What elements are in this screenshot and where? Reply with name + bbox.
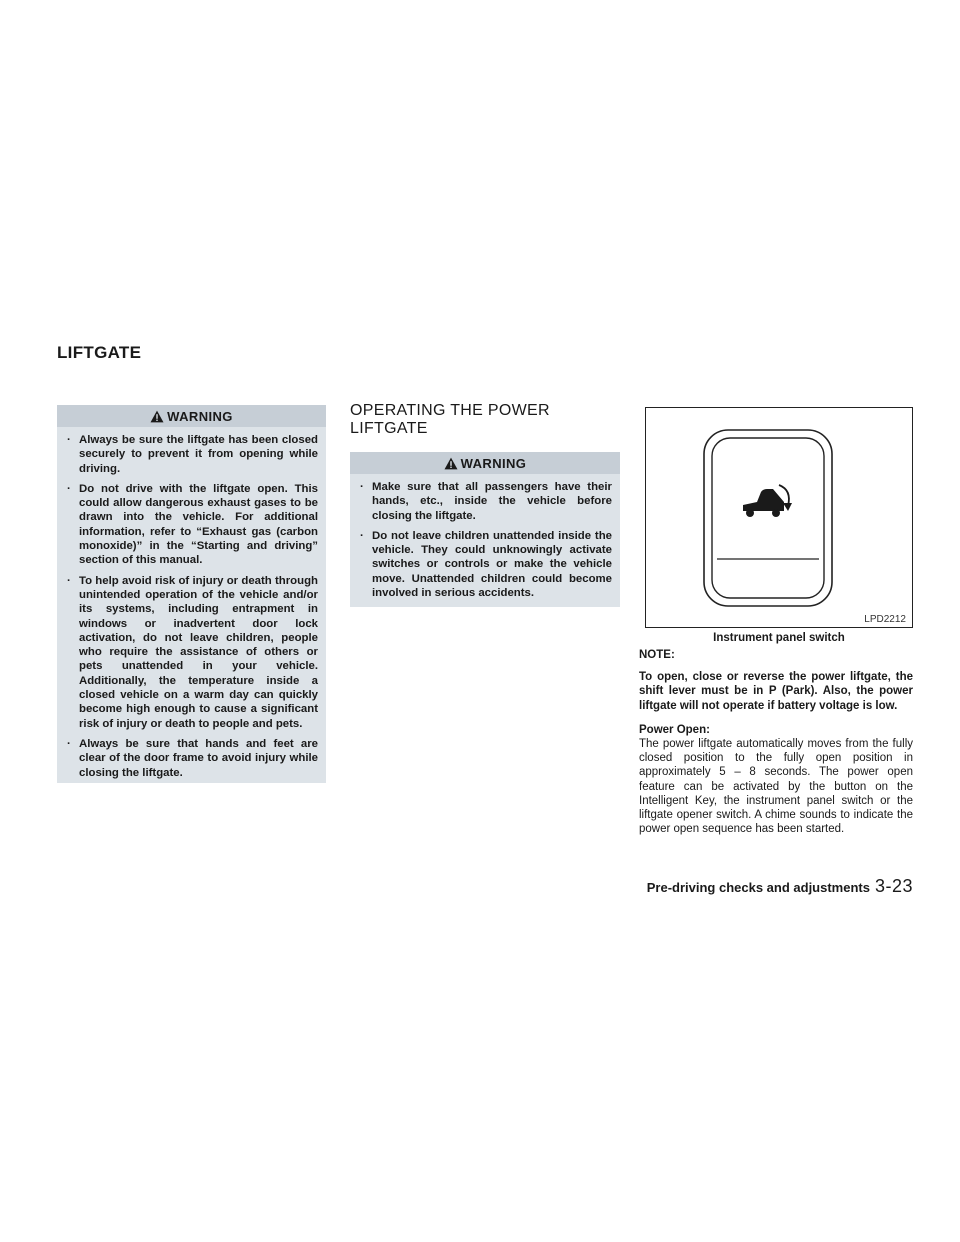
- warning-triangle-icon: [150, 410, 164, 423]
- warning-header: [57, 405, 326, 427]
- power-open-heading: Power Open:: [639, 723, 710, 736]
- warning-label: WARNING: [460, 455, 527, 471]
- operating-heading: OPERATING THE POWER LIFTGATE: [350, 402, 550, 437]
- section-title: LIFTGATE: [57, 343, 142, 362]
- warning-box-middle: [350, 452, 620, 607]
- page-number: 3-23: [874, 876, 913, 896]
- warning-item: · Do not drive with the liftgate open. This could allow dangerous exhaust gases to be drawn into the vehicle. For additional information, refer to “Exhaust gas (carbon monoxide)” in the “Starting and driving” section of this manual.: [65, 482, 318, 568]
- warning-item: · Always be sure the liftgate has been closed securely to prevent it from opening while driving.: [65, 433, 318, 476]
- power-open-text: The power liftgate automatically moves from the fully closed position to the fully open position in approximately 5 – 8 seconds. The power open feature can be activated by the button on the Intelligent Key, the instrument panel switch or the liftgate opener switch. A chime sounds to indicate the power open sequence has been started.: [639, 738, 913, 836]
- figure-code: LPD2212: [864, 614, 906, 625]
- warning-list-middle: [354, 480, 616, 600]
- liftgate-switch-icon: [646, 408, 912, 627]
- warning-item: · Make sure that all passengers have their hands, etc., inside the vehicle before closing the liftgate.: [358, 480, 612, 523]
- warning-item: · Always be sure that hands and feet are clear of the door frame to avoid injury while closing the liftgate.: [65, 737, 318, 780]
- warning-header: [350, 452, 620, 474]
- note-label: NOTE:: [639, 649, 675, 661]
- instrument-panel-switch-figure: [645, 407, 913, 628]
- warning-box-left: [57, 405, 326, 783]
- note-text: To open, close or reverse the power liftgate, the shift lever must be in P (Park). Also, the power liftgate will not operate if battery voltage is low.: [639, 671, 913, 712]
- figure-caption: Instrument panel switch: [713, 632, 845, 644]
- right-column: [639, 648, 913, 836]
- warning-item: · Do not leave children unattended inside the vehicle. They could unknowingly activate switches or controls or make the vehicle move. Unattended children could become involved in serious accidents.: [358, 529, 612, 600]
- footer-section-title: Pre-driving checks and adjustments: [646, 880, 870, 895]
- warning-triangle-icon: [444, 457, 458, 470]
- warning-label: WARNING: [167, 408, 233, 424]
- warning-item: · To help avoid risk of injury or death through unintended operation of the vehicle and/or its systems, including entrapment in windows or inadvertent door lock activation, do not leave children, people who require the assistance of others or pets unattended in your vehicle. Additionally, the temperature inside a closed vehicle on a warm day can quickly become high enough to cause a significant risk of injury or death to people and pets.: [65, 574, 318, 731]
- warning-list-left: [61, 433, 322, 780]
- page-footer: [620, 876, 913, 897]
